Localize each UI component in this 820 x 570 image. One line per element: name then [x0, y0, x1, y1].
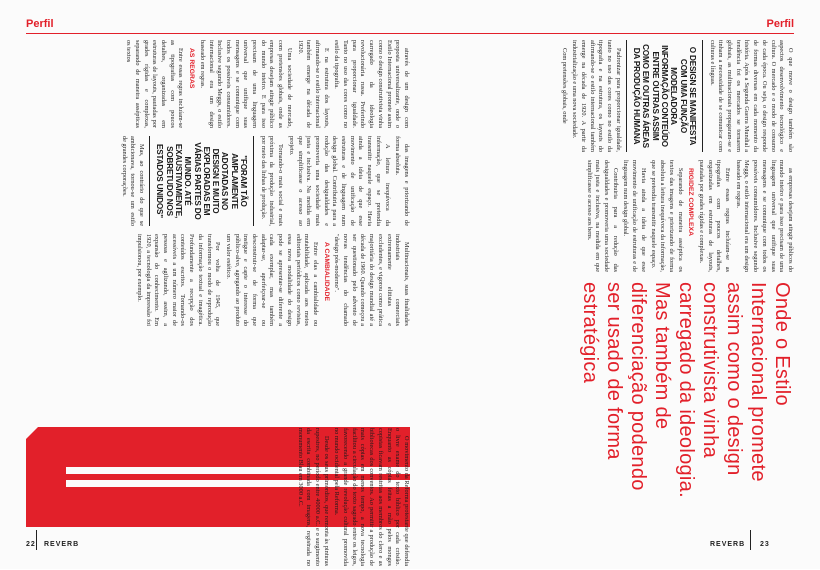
big-pull-quote: Onde o Estilo Internacional promete assim como o design construtivista vinha carregado da ideologia. Mas também de diferenciação podendo ser usado de forma estratégica — [579, 282, 793, 498]
right-page — [410, 0, 820, 569]
text-column-2 — [122, 40, 411, 128]
subheading: AS REGRAS — [188, 48, 196, 89]
paragraph: as empresas desejam atingir públicos do mundo inteiro e para isso precisam de uma linguagem universal que unifique suas mensagens e se comunique com todos os possíveis consumidores. Inclusive segundo Meggs, o estilo internacional era um design baseado em regras. — [734, 160, 794, 272]
paragraph: Contribuiria para a redução das desigualdades e promoveria uma sociedade mais justa e inclusiva, na medida em que simplificasse o acesso aos bens. — [585, 160, 619, 272]
paragraph: Havia ainda a ideia de que esse movimento de unificação de estruturas e de linguagem num design global. — [622, 160, 647, 272]
section-header-right: Perfil — [766, 18, 794, 30]
header-rule-left — [26, 33, 410, 34]
rotated-text-area-right — [424, 40, 794, 530]
paragraph: Entre essas regras incluíam-se as tipografias com poucos detalhes, organizadas em estruturas de layouts, pautadas por grades rígidas e complexas. — [697, 160, 732, 272]
paragraph: O que move o design também são aspectos desenvolvimento tecnológico e cultura. O mercado e o modo de consumo de cada época. Ou seja, o design responde de formas diversas em cada momento da história. Após a Segunda Guerra Mundial a tendência foi os mercados se tornarem globais, as multinacionais propagaram-se e tinham a necessidade de se comunicar com culturas e línguas. — [708, 40, 794, 152]
paragraph: através de um design com proposta universalizante, onde o Estilo Internacional promete assim como o design construtivista vinha carregado da ideologia revolucionária russa. Preferindo para proporcionar igualdade. Tanto no uso das cores como no estilo da tipografia. — [333, 40, 410, 128]
footer-divider — [36, 530, 37, 550]
header-rule-right — [410, 33, 794, 34]
text-column-3 — [117, 136, 410, 226]
subheading: A CAMBIALIDADE — [322, 242, 330, 302]
pull-quote: O DESIGN SE MANIFESTA COM UMA FUNÇÃO MODELADORA INFORMAÇÃO CONTEÚDO ENTRE OUTRAS ASSIM COMO EM OUTRAS ÁREAS DA PRODUÇÃO HUMANA — [626, 40, 703, 152]
paragraph: Multinacionais, suas finalidades industriais comerciais extremamente elitistas e excludentes, e vigorou como prática majoritária do design mundial até a década de 1960. Quando começou a ser questionado pelo advento de novas tendências do chamado "design pós-moderno". — [333, 234, 410, 326]
page-number-right: 23 — [760, 541, 770, 548]
paragraph: Mas, ao contrário do que se ambicionava, tornou-se um estilo de grandes corporações. — [120, 136, 146, 226]
pull-quote: "FORAM TÃO AMPLAMENTE ADOTADAS NO DESIGN E MUITO EXPLORADAS EM VÁRIAS PARTES DO MUNDO. ATÉ EXAUSTIVAMENTE, SOBRETUDO NOS ESTADOS UNIDOS" — [149, 136, 254, 226]
paragraph: Desde os seus primórdios, que remonta às pinturas rupestres, no período entre 40000 a.C. e o surgimento da escrita combinada com imagens, registrada no monumento Blau em 3000 a.C. — [296, 428, 330, 566]
paragraph: Tornando-o mais social e mais próxima da produção industrial, por meio das linhas de produção. — [259, 136, 285, 226]
text-column — [293, 428, 410, 566]
paragraph: E na estrutura dos layouts, afirmando-se o estilo internacional também emerge na década de 1920. — [296, 40, 330, 128]
subheading: RIGIDEZ COMPLEXA — [687, 168, 695, 236]
paragraph: Entre essas regras incluíam-se as tipografias com poucos detalhes, organizadas em estruturas de layouts, pautadas por grades rígidas e complexas, separando de maneira assépticas os textos — [125, 40, 185, 128]
paragraph: O movimento da Reforma protestante que defendia o livre exame do texto bíblico por cada cristão. Enquanto as cópias feitas a mão pelos monges copistas ficavam restritas aos membros do clero e as bibliotecas dos conventos. Ao permitir a produção de mais cópias em menos tempo, a nova tecnologia facilitou a circulação do texto sagrado entre os leigos, favorecendo a grande revolução cultural promovida no mundo ocidental pela Reforma. — [333, 428, 410, 566]
magazine-name-left: REVERB — [44, 541, 80, 548]
paragraph: Padronizar para proporcionar igualdade, tanto no uso das cores como no estilo da tipografia e na estrutura, os layouts do afirmando-se o estilo internacional também emerge na década de 1920. A partir da industrialização e uma nova sociedade. — [571, 40, 622, 152]
magazine-name-right: REVERB — [710, 541, 746, 548]
page-number-left: 22 — [26, 541, 36, 548]
paragraph: das imagens e priorizando de forma absoluta. — [394, 136, 410, 226]
paragraph: A leitura inequívoca da informação, que se pretendia transmitir naquele espaço. Havia ainda a ideia de que esse movimento de unificação de estruturas e de linguagem num design global. Contribuiria para a redução das desigualdades e promoveria uma sociedade mais justa e inclusiva. Na medida em que simplificasse o acesso ao projeto. — [287, 136, 391, 226]
rotated-column-1 — [296, 428, 410, 570]
text-column-1 — [557, 40, 794, 152]
rotated-text-area — [26, 40, 410, 420]
paragraph: Com pretensões globais, onde — [560, 48, 568, 124]
paragraph: Separando de maneira asséptica os textos das imagens e priorizando de forma absoluta a leitura inequívoca da informação, que se pretendia transmitir naquele espaço. — [650, 160, 684, 272]
paragraph: Uma sociedade de mercado, com pretensões globais, onde as empresas desejam atingir público do mundo inteiro. E para isso precisam de uma linguagem universal que unifique suas mensagens e se comunique com todos os possíveis consumidores. Inclusive segundo Meggs, o estilo internacional era um design baseado em regras. — [198, 40, 293, 128]
paragraph: Por volta de 1945, que transformou o modo de reprodução da informação textual e imagética. Profundamente a recepção dos conteúdos escritos. Tornando-os acessíveis a um número maior de pessoas e agilizando, assim, a expansão do conhecimento. Em 1920, a tecnologia da impressão foi impulsionou, por exemplo. — [135, 234, 222, 326]
paragraph: Entre elas a cambialidade ou mutabilidade, aplicada aos meios editoriais periódicos como revistas, essa nova modalidade do design pode se apresentar-se diferente a cada exemplar, mas também adaptar-se, aperfeiçoar-se ou desconstruir-se de forma que instigue e capte o interesse do público-alvo, agregando ao produto um valor estético. — [224, 234, 319, 326]
footer-divider — [750, 530, 751, 550]
text-column-4 — [132, 234, 410, 326]
text-column-2 — [582, 160, 794, 272]
section-header-left: Perfil — [26, 18, 54, 30]
